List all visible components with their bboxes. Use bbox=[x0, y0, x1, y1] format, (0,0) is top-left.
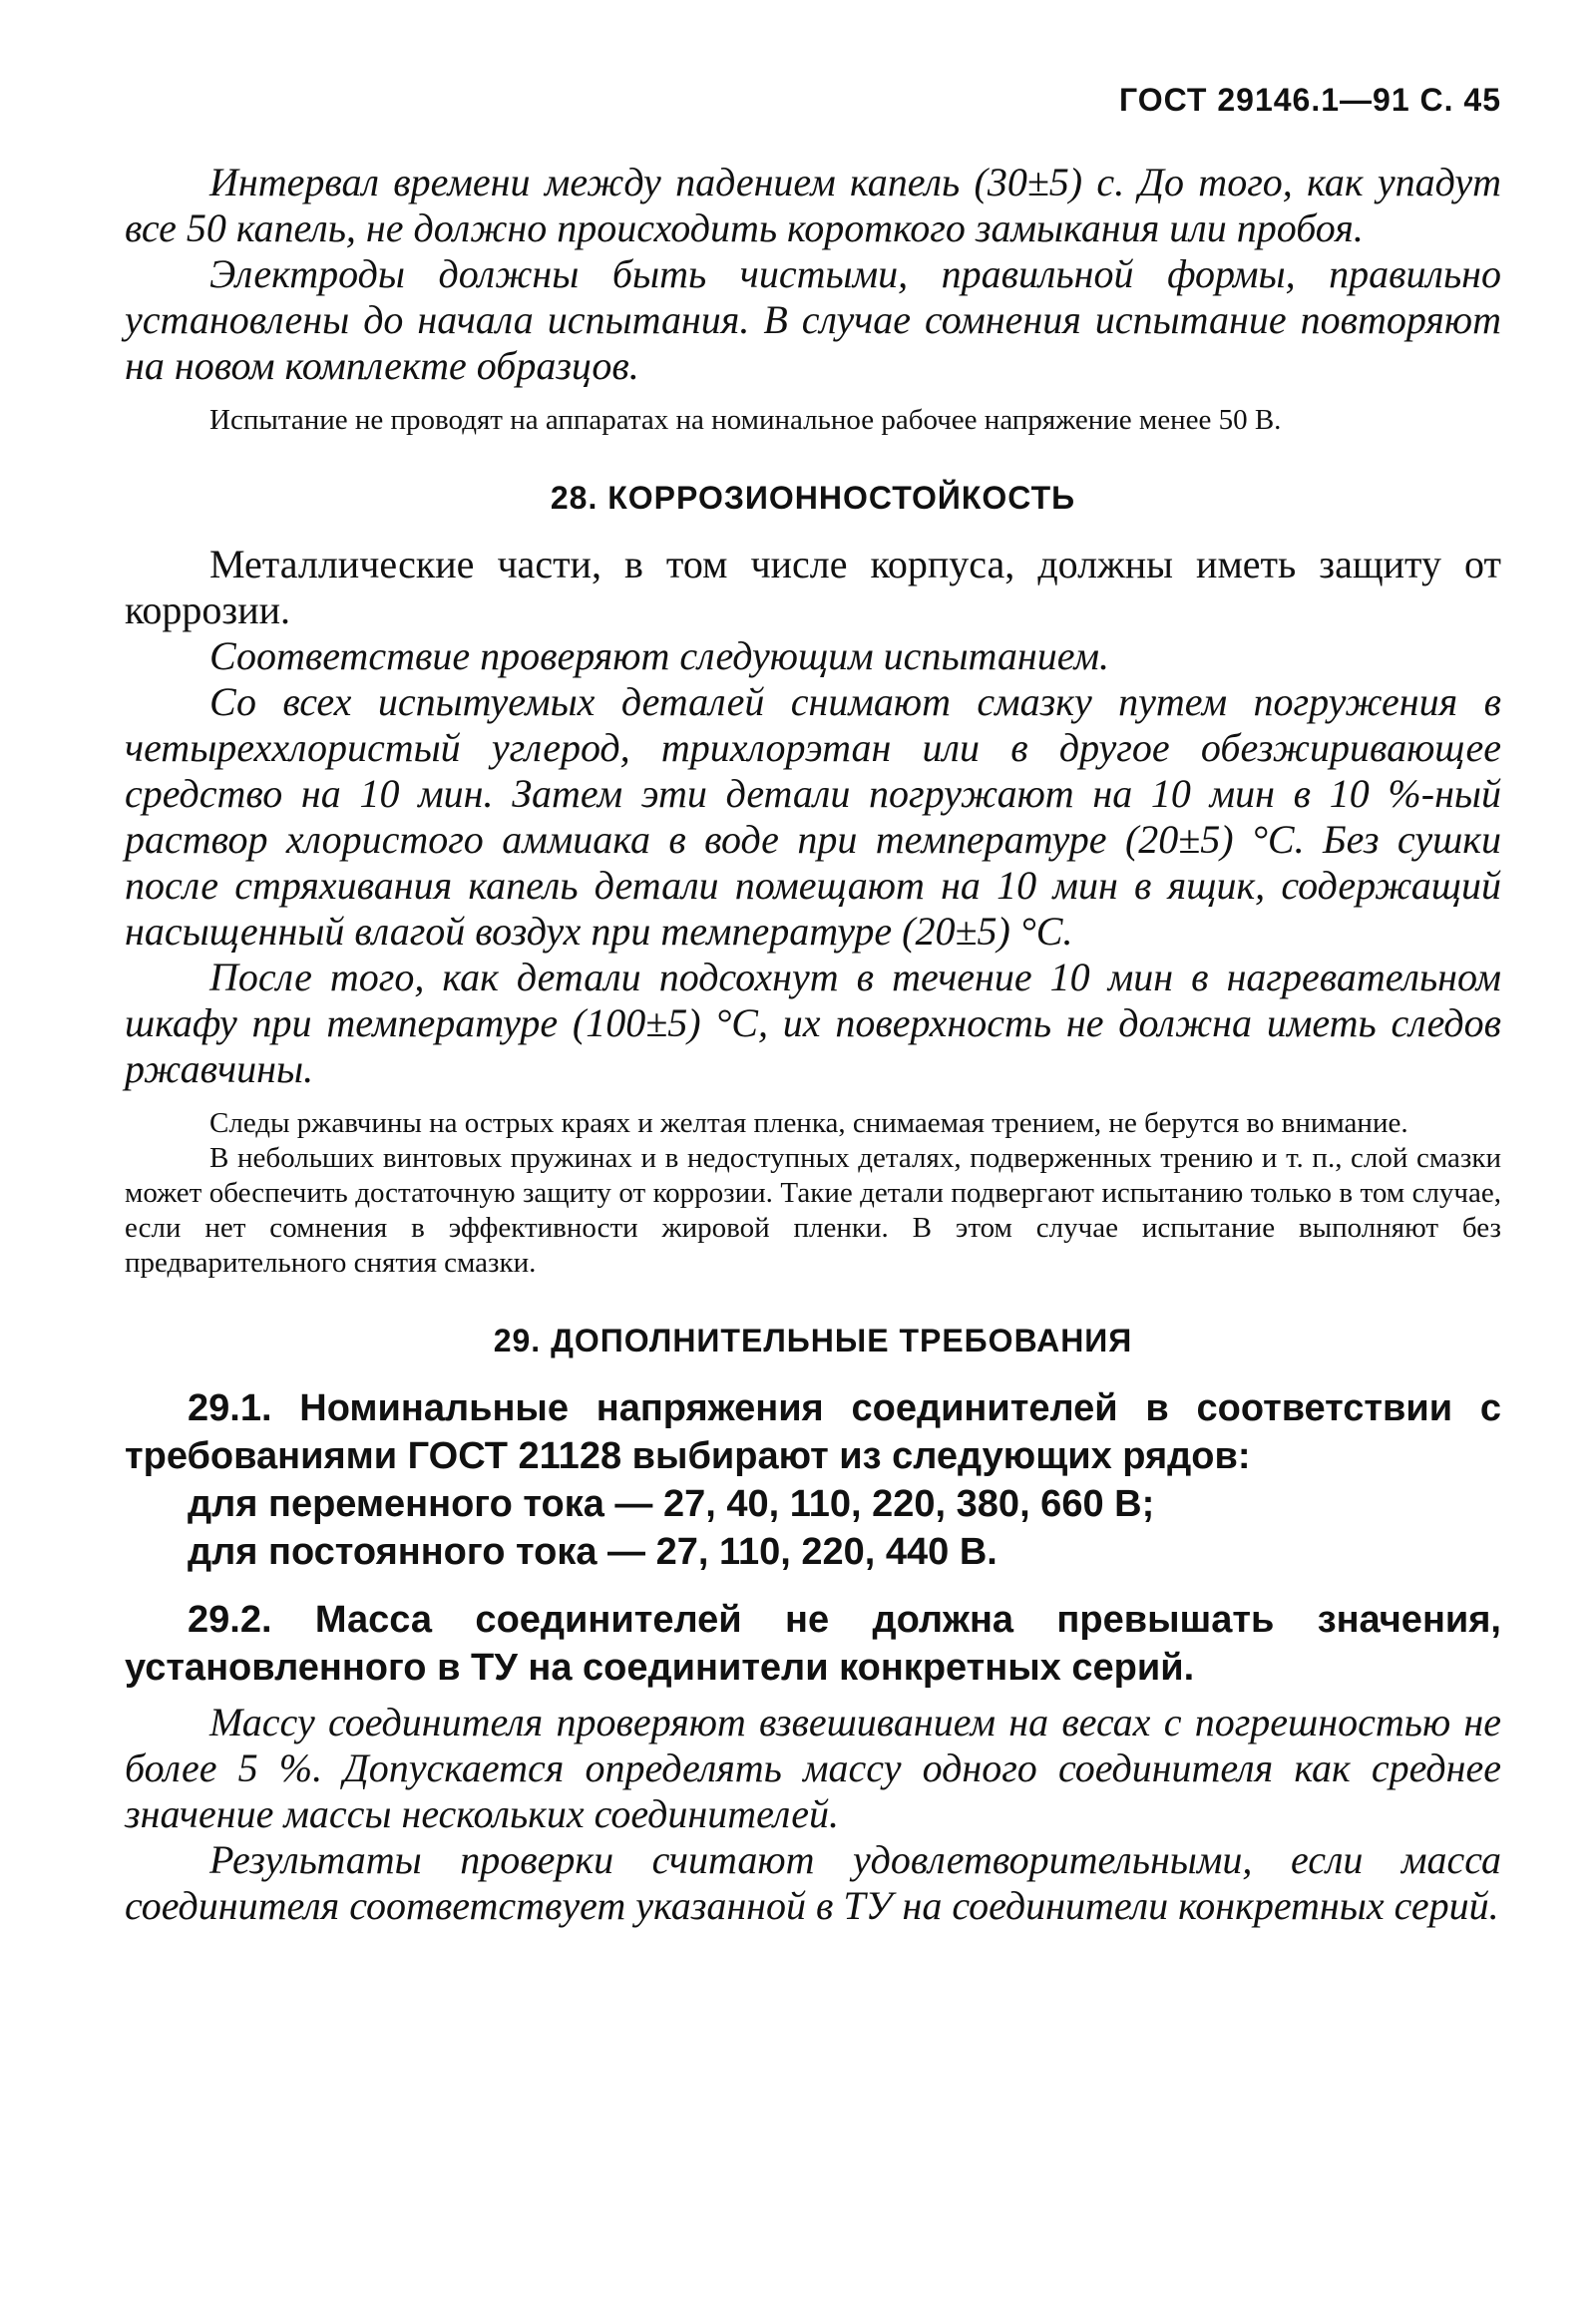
paragraph-electrodes: Электроды должны быть чистыми, правильной формы, правильно установлены до начала испытания. В случае сомнения испытание повторяют на новом комплекте образцов. bbox=[125, 251, 1501, 388]
note-rust-traces: Следы ржавчины на острых краях и желтая пленка, снимаемая трением, не берутся во внимание. bbox=[209, 1107, 1408, 1139]
section-29-title: 29. ДОПОЛНИТЕЛЬНЫЕ ТРЕБОВАНИЯ bbox=[493, 1323, 1133, 1358]
document-page bbox=[125, 0, 1501, 2316]
page-content bbox=[125, 160, 1501, 1929]
ac-voltage-series: для переменного тока — 27, 40, 110, 220, 380, 660 В; bbox=[188, 1483, 1155, 1525]
note-voltage-limit: Испытание не проводят на аппаратах на номинальное рабочее напряжение менее 50 В. bbox=[209, 404, 1282, 436]
paragraph-corrosion-protection: Металлические части, в том числе корпуса, должны иметь защиту от коррозии. bbox=[125, 542, 1501, 632]
paragraph-drop-interval: Интервал времени между падением капель (30±5) с. До того, как упадут все 50 капель, не должно происходить короткого замыкания или пробоя. bbox=[125, 160, 1501, 250]
paragraph-drying: После того, как детали подсохнут в течение 10 мин в нагревательном шкафу при температуре (100±5) °С, их поверхность не должна иметь следов ржавчины. bbox=[125, 955, 1501, 1091]
note-springs: В небольших винтовых пружинах и в недоступных деталях, подверженных трению и т. п., слой смазки может обеспечить достаточную защиту от коррозии. Такие детали подвергают испытанию только в том случае, если нет сомнения в эффективности жировой пленки. В этом случае испытание выполняют без предварительного снятия смазки. bbox=[125, 1142, 1501, 1279]
paragraph-compliance-test: Соответствие проверяют следующим испытанием. bbox=[209, 633, 1110, 678]
running-header: ГОСТ 29146.1—91 С. 45 bbox=[1119, 82, 1501, 118]
paragraph-mass-result: Результаты проверки считают удовлетворительными, если масса соединителя соответствует указанной в ТУ на соединители конкретных серий. bbox=[125, 1837, 1501, 1928]
section-28-title: 28. КОРРОЗИОННОСТОЙКОСТЬ bbox=[550, 480, 1076, 516]
paragraph-mass-check: Массу соединителя проверяют взвешиванием на весах с погрешностью не более 5 %. Допускается определять массу одного соединителя как среднее значение массы нескольких соединителей. bbox=[125, 1700, 1501, 1836]
clause-29-2: 29.2. Масса соединителей не должна превышать значения, установленного в ТУ на соединители конкретных серий. bbox=[125, 1599, 1501, 1689]
dc-voltage-series: для постоянного тока — 27, 110, 220, 440 В. bbox=[188, 1531, 998, 1573]
paragraph-test-procedure: Со всех испытуемых деталей снимают смазку путем погружения в четыреххлористый углерод, трихлорэтан или в другое обезжиривающее средство на 10 мин. Затем эти детали погружают на 10 мин в 10 %-ный раствор хлористого аммиака в воде при температуре (20±5) °С. Без сушки после стряхивания капель детали помещают на 10 мин в ящик, содержащий насыщенный влагой воздух при температуре (20±5) °С. bbox=[125, 679, 1501, 954]
clause-29-1: 29.1. Номинальные напряжения соединителей в соответствии с требованиями ГОСТ 21128 выбирают из следующих рядов: bbox=[125, 1387, 1501, 1477]
